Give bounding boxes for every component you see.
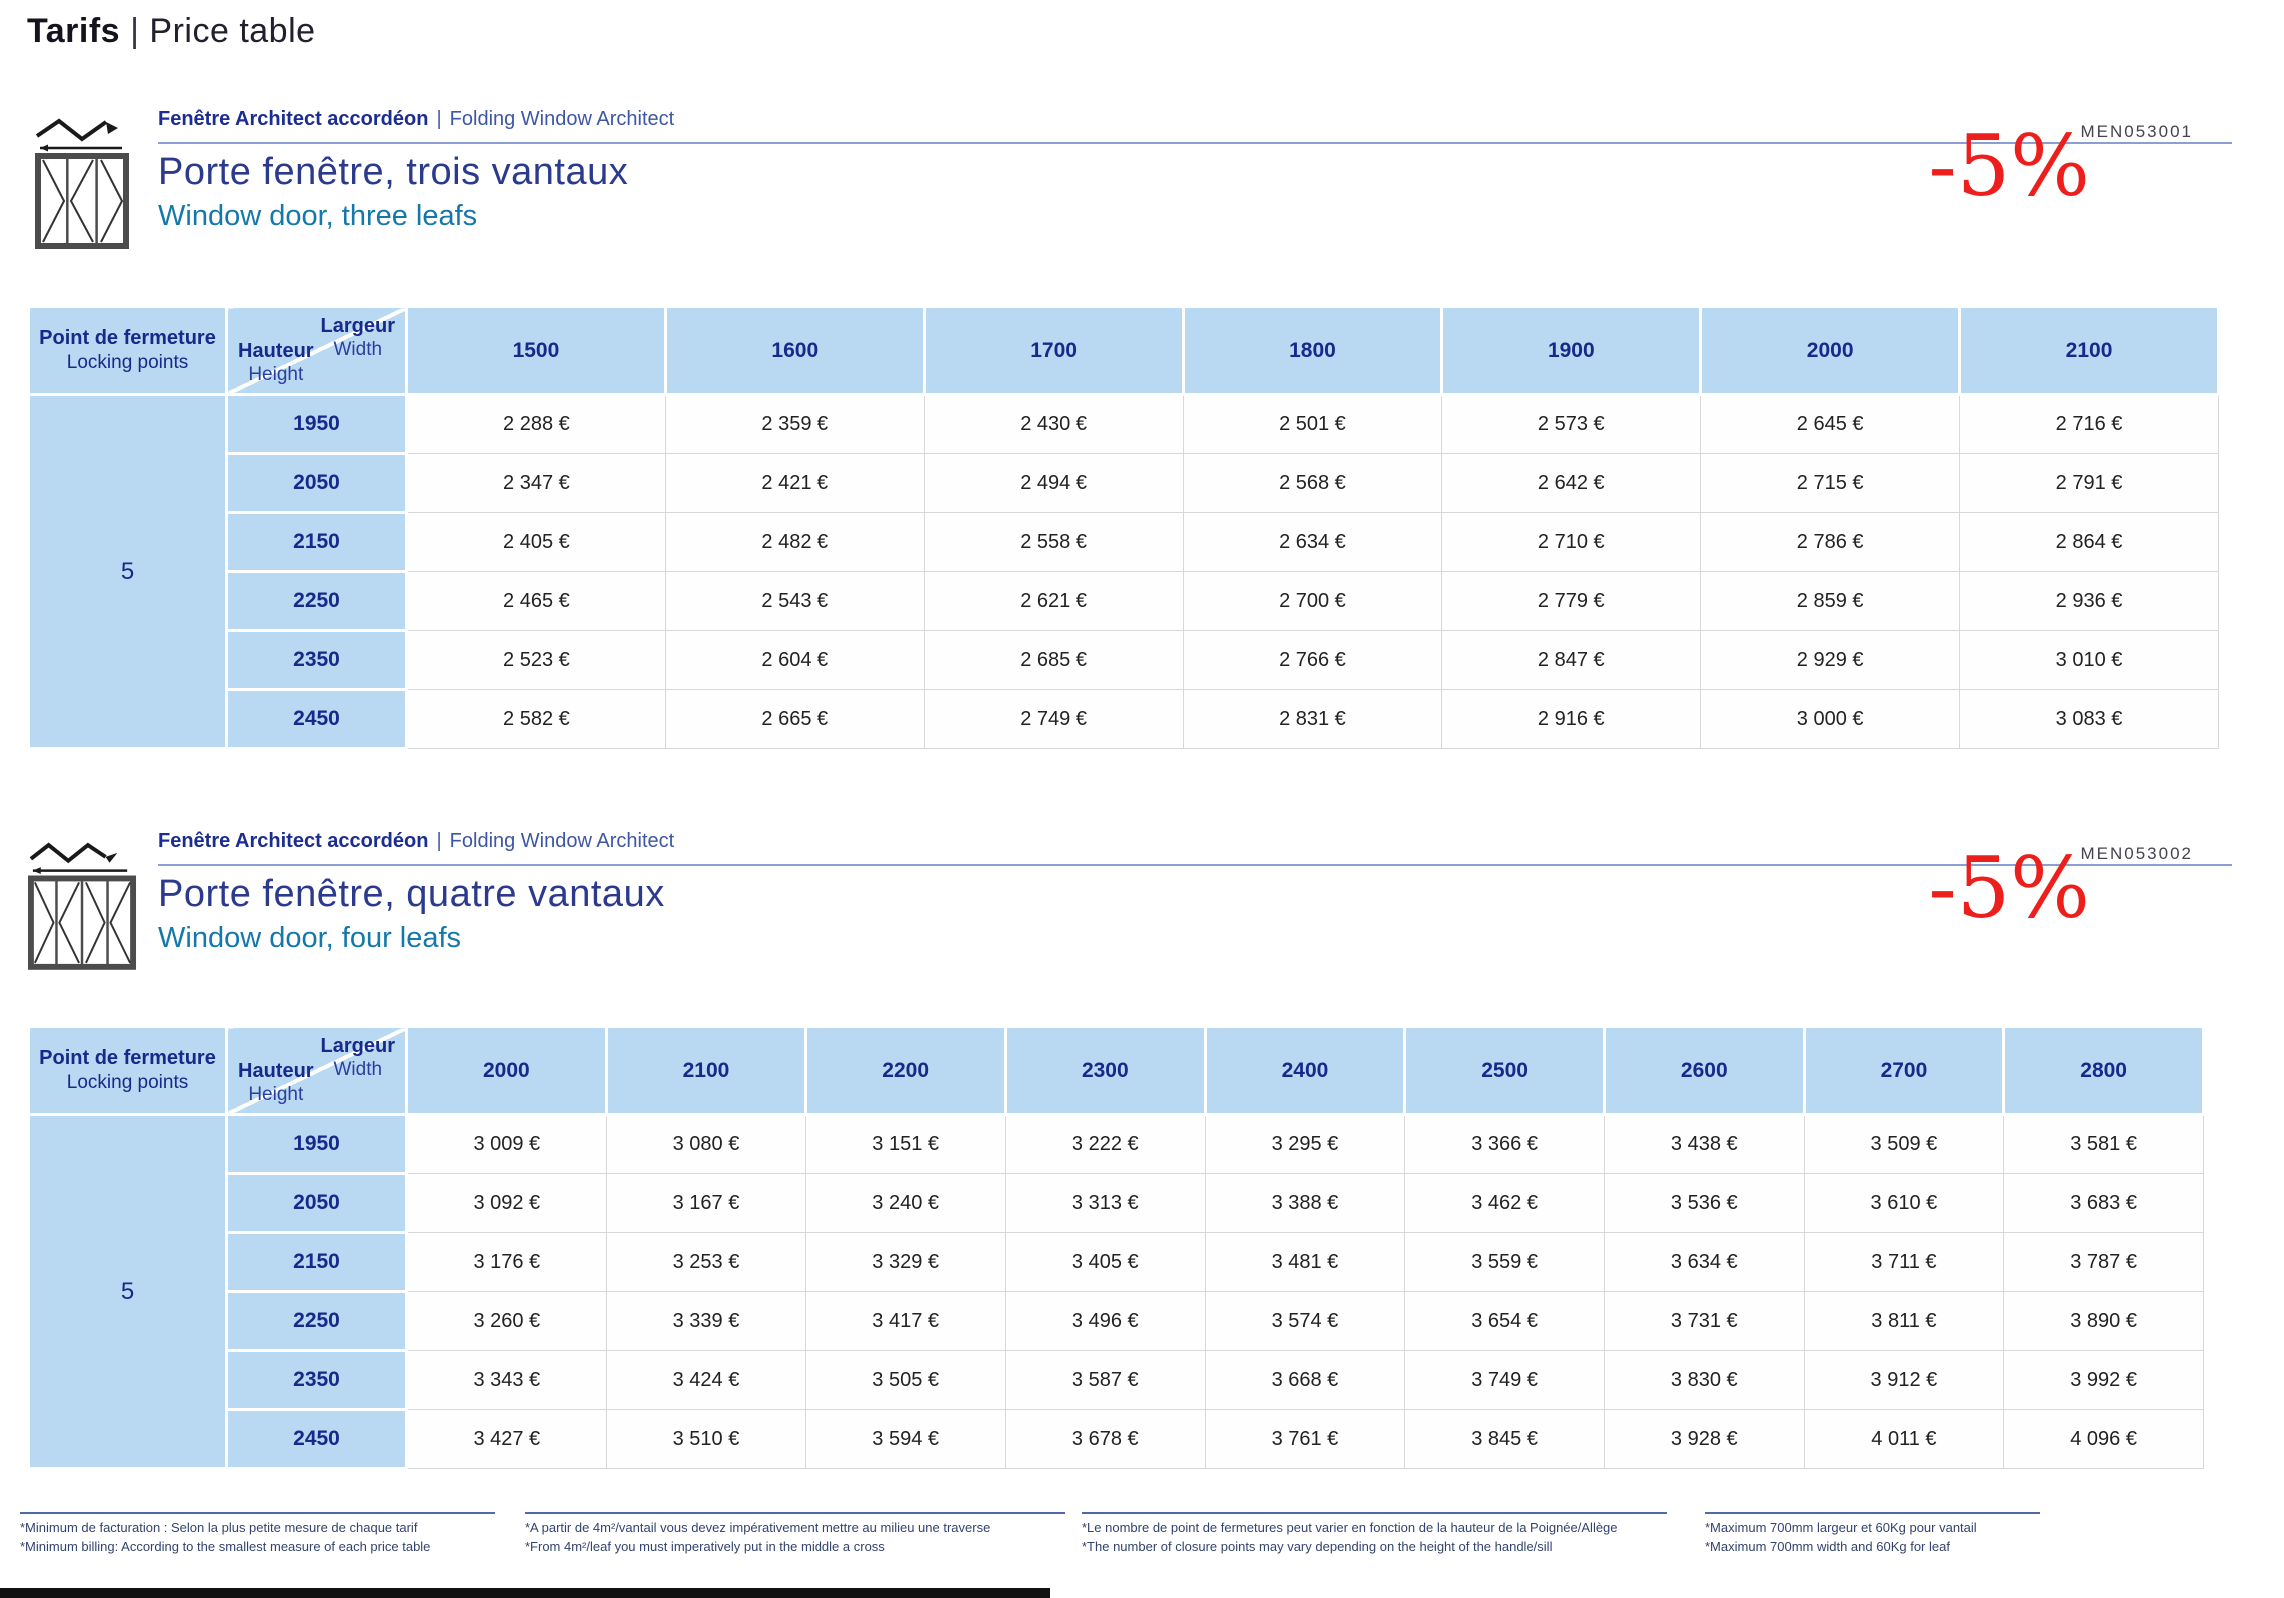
price-cell: 2 859 €: [1701, 572, 1960, 631]
price-cell: 3 092 €: [407, 1174, 607, 1233]
price-table-three-leafs: [27, 305, 2220, 750]
table-row: [29, 1410, 2204, 1469]
price-cell: 2 494 €: [924, 454, 1183, 513]
width-column-header: 2300: [1005, 1027, 1205, 1115]
price-cell: 2 482 €: [665, 513, 924, 572]
price-cell: 3 010 €: [1960, 631, 2219, 690]
width-label-en: Width: [333, 1059, 383, 1080]
price-cell: 3 731 €: [1604, 1292, 1804, 1351]
price-cell: 2 831 €: [1183, 690, 1442, 749]
price-cell: 2 766 €: [1183, 631, 1442, 690]
discount-badge: -5%: [1928, 117, 2090, 215]
footnote-en: *Maximum 700mm width and 60Kg for leaf: [1705, 1538, 1950, 1554]
width-column-header: 1700: [924, 307, 1183, 395]
width-column-header: 1900: [1442, 307, 1701, 395]
price-cell: 2 685 €: [924, 631, 1183, 690]
price-cell: 3 505 €: [806, 1351, 1006, 1410]
table-row: [29, 454, 2219, 513]
price-cell: 3 388 €: [1205, 1174, 1405, 1233]
price-cell: 2 430 €: [924, 395, 1183, 454]
footnote-crossbar: [525, 1512, 1065, 1557]
width-axis-label: [321, 315, 395, 361]
price-cell: 3 253 €: [606, 1233, 806, 1292]
price-cell: 3 339 €: [606, 1292, 806, 1351]
family-name-en: Folding Window Architect: [449, 108, 675, 130]
family-name-en: Folding Window Architect: [449, 830, 675, 852]
product-title-en: Window door, four leafs: [158, 922, 462, 954]
width-column-header: 2600: [1604, 1027, 1804, 1115]
price-cell: 2 929 €: [1701, 631, 1960, 690]
locking-points-label-en: Locking points: [66, 1072, 189, 1093]
price-cell: 3 749 €: [1405, 1351, 1605, 1410]
price-cell: 2 645 €: [1701, 395, 1960, 454]
table-row: [29, 1115, 2204, 1174]
price-cell: 2 786 €: [1701, 513, 1960, 572]
price-cell: 4 096 €: [2004, 1410, 2204, 1469]
family-separator: |: [436, 108, 442, 130]
height-row-header: 2250: [227, 1292, 407, 1351]
product-code: MEN053001: [2080, 122, 2193, 141]
family-separator: |: [436, 830, 442, 852]
width-column-header: 2400: [1205, 1027, 1405, 1115]
width-column-header: 2800: [2004, 1027, 2204, 1115]
price-cell: 2 523 €: [407, 631, 666, 690]
price-cell: 4 011 €: [1804, 1410, 2004, 1469]
price-cell: 3 222 €: [1005, 1115, 1205, 1174]
price-cell: 2 749 €: [924, 690, 1183, 749]
price-cell: 2 501 €: [1183, 395, 1442, 454]
locking-points-label-en: Locking points: [66, 352, 189, 373]
height-axis-label: [238, 1060, 314, 1106]
footnote-en: *From 4m²/leaf you must imperatively put in the middle a cross: [525, 1538, 885, 1554]
price-cell: 3 928 €: [1604, 1410, 1804, 1469]
table-row: [29, 1174, 2204, 1233]
page-title-en: Price table: [149, 12, 316, 50]
price-cell: 2 936 €: [1960, 572, 2219, 631]
folding-window-3-leaf-icon: [27, 112, 137, 250]
footnote-en: *Minimum billing: According to the smallest measure of each price table: [20, 1538, 431, 1554]
price-cell: 3 634 €: [1604, 1233, 1804, 1292]
price-cell: 3 581 €: [2004, 1115, 2204, 1174]
width-column-header: 2100: [1960, 307, 2219, 395]
price-cell: 3 845 €: [1405, 1410, 1605, 1469]
price-cell: 3 083 €: [1960, 690, 2219, 749]
height-row-header: 2050: [227, 1174, 407, 1233]
price-cell: 3 509 €: [1804, 1115, 2004, 1174]
height-row-header: 2450: [227, 690, 407, 749]
price-cell: 3 678 €: [1005, 1410, 1205, 1469]
locking-points-label-fr: Point de fermeture: [39, 327, 216, 349]
price-cell: 2 715 €: [1701, 454, 1960, 513]
price-cell: 2 665 €: [665, 690, 924, 749]
width-label-fr: Largeur: [320, 315, 395, 337]
price-cell: 2 716 €: [1960, 395, 2219, 454]
height-row-header: 2350: [227, 1351, 407, 1410]
product-code: MEN053002: [2080, 844, 2193, 863]
price-cell: 2 604 €: [665, 631, 924, 690]
height-row-header: 1950: [227, 1115, 407, 1174]
price-cell: 3 424 €: [606, 1351, 806, 1410]
height-row-header: 1950: [227, 395, 407, 454]
table-row: [29, 1351, 2204, 1410]
footnote-maximum-leaf: [1705, 1512, 2040, 1557]
height-label-fr: Hauteur: [238, 340, 314, 362]
width-column-header: 1600: [665, 307, 924, 395]
price-cell: 3 559 €: [1405, 1233, 1605, 1292]
price-cell: 2 634 €: [1183, 513, 1442, 572]
price-cell: 3 890 €: [2004, 1292, 2204, 1351]
price-cell: 3 481 €: [1205, 1233, 1405, 1292]
width-column-header: 2200: [806, 1027, 1006, 1115]
price-cell: 2 568 €: [1183, 454, 1442, 513]
table-row: [29, 631, 2219, 690]
table-row: [29, 513, 2219, 572]
price-cell: 3 761 €: [1205, 1410, 1405, 1469]
price-cell: 3 343 €: [407, 1351, 607, 1410]
family-name-fr: Fenêtre Architect accordéon: [158, 830, 429, 852]
family-name-fr: Fenêtre Architect accordéon: [158, 108, 429, 130]
width-column-header: 2100: [606, 1027, 806, 1115]
family-header: [158, 830, 2232, 866]
price-cell: 3 683 €: [2004, 1174, 2204, 1233]
locking-points-cell: 5: [29, 1115, 227, 1469]
price-cell: 2 421 €: [665, 454, 924, 513]
price-cell: 2 710 €: [1442, 513, 1701, 572]
price-cell: 3 594 €: [806, 1410, 1006, 1469]
price-cell: 3 668 €: [1205, 1351, 1405, 1410]
price-cell: 3 811 €: [1804, 1292, 2004, 1351]
price-cell: 3 462 €: [1405, 1174, 1605, 1233]
price-cell: 2 465 €: [407, 572, 666, 631]
price-cell: 2 642 €: [1442, 454, 1701, 513]
price-cell: 2 405 €: [407, 513, 666, 572]
height-row-header: 2150: [227, 1233, 407, 1292]
price-cell: 2 359 €: [665, 395, 924, 454]
width-column-header: 2000: [407, 1027, 607, 1115]
price-cell: 2 847 €: [1442, 631, 1701, 690]
locking-points-header: [29, 1027, 227, 1115]
price-cell: 3 366 €: [1405, 1115, 1605, 1174]
product-title-en: Window door, three leafs: [158, 200, 478, 232]
folding-window-4-leaf-icon: [27, 834, 137, 972]
price-cell: 3 295 €: [1205, 1115, 1405, 1174]
height-row-header: 2350: [227, 631, 407, 690]
price-table-four-leafs: [27, 1025, 2205, 1470]
price-cell: 3 587 €: [1005, 1351, 1205, 1410]
height-label-fr: Hauteur: [238, 1060, 314, 1082]
price-cell: 3 912 €: [1804, 1351, 2004, 1410]
price-cell: 3 438 €: [1604, 1115, 1804, 1174]
section-three-leafs-header: [27, 108, 2232, 258]
price-cell: 3 080 €: [606, 1115, 806, 1174]
price-cell: 2 288 €: [407, 395, 666, 454]
footnote-fr: *Le nombre de point de fermetures peut varier en fonction de la hauteur de la Poignée/Allège: [1082, 1520, 1618, 1535]
height-row-header: 2050: [227, 454, 407, 513]
price-cell: 2 700 €: [1183, 572, 1442, 631]
section-four-leafs-header: [27, 830, 2232, 980]
footnote-locking-points: [1082, 1512, 1667, 1557]
price-cell: 2 582 €: [407, 690, 666, 749]
price-cell: 3 176 €: [407, 1233, 607, 1292]
footnote-rule: [525, 1512, 1065, 1514]
page-title-separator: |: [130, 12, 140, 50]
product-title-fr: Porte fenêtre, quatre vantaux: [158, 873, 665, 915]
price-cell: 3 496 €: [1005, 1292, 1205, 1351]
price-cell: 2 791 €: [1960, 454, 2219, 513]
footnote-rule: [20, 1512, 495, 1514]
width-column-header: 1800: [1183, 307, 1442, 395]
price-cell: 2 916 €: [1442, 690, 1701, 749]
locking-points-label-fr: Point de fermeture: [39, 1047, 216, 1069]
table-row: [29, 1292, 2204, 1351]
page-title: [27, 12, 316, 51]
table-row: [29, 395, 2219, 454]
width-column-header: 2700: [1804, 1027, 2004, 1115]
table-row: [29, 1233, 2204, 1292]
price-cell: 3 574 €: [1205, 1292, 1405, 1351]
price-cell: 2 347 €: [407, 454, 666, 513]
price-cell: 3 000 €: [1701, 690, 1960, 749]
price-cell: 3 711 €: [1804, 1233, 2004, 1292]
page-bottom-bar: [0, 1588, 1050, 1598]
price-cell: 2 573 €: [1442, 395, 1701, 454]
footnote-fr: *Maximum 700mm largeur et 60Kg pour vantail: [1705, 1520, 1977, 1535]
height-axis-label: [238, 340, 314, 386]
product-title-fr: Porte fenêtre, trois vantaux: [158, 151, 629, 193]
footnotes: [20, 1512, 2264, 1582]
price-cell: 2 558 €: [924, 513, 1183, 572]
table-row: [29, 690, 2219, 749]
price-cell: 3 992 €: [2004, 1351, 2204, 1410]
footnote-rule: [1705, 1512, 2040, 1514]
price-cell: 3 510 €: [606, 1410, 806, 1469]
axis-header: [227, 307, 407, 395]
locking-points-cell: 5: [29, 395, 227, 749]
locking-points-header: [29, 307, 227, 395]
height-label-en: Height: [248, 1084, 304, 1105]
footnote-fr: *Minimum de facturation : Selon la plus petite mesure de chaque tarif: [20, 1520, 418, 1535]
price-cell: 3 405 €: [1005, 1233, 1205, 1292]
price-cell: 3 009 €: [407, 1115, 607, 1174]
discount-badge: -5%: [1928, 839, 2090, 937]
page-title-fr: Tarifs: [27, 12, 121, 50]
width-axis-label: [321, 1035, 395, 1081]
width-column-header: 2500: [1405, 1027, 1605, 1115]
price-cell: 3 240 €: [806, 1174, 1006, 1233]
height-row-header: 2250: [227, 572, 407, 631]
family-header: [158, 108, 2232, 144]
price-cell: 3 787 €: [2004, 1233, 2204, 1292]
price-cell: 3 329 €: [806, 1233, 1006, 1292]
price-cell: 3 167 €: [606, 1174, 806, 1233]
height-row-header: 2150: [227, 513, 407, 572]
price-cell: 3 610 €: [1804, 1174, 2004, 1233]
price-cell: 2 779 €: [1442, 572, 1701, 631]
height-label-en: Height: [248, 364, 304, 385]
footnote-minimum-billing: [20, 1512, 495, 1557]
price-cell: 2 543 €: [665, 572, 924, 631]
footnote-rule: [1082, 1512, 1667, 1514]
footnote-en: *The number of closure points may vary depending on the height of the handle/sill: [1082, 1538, 1553, 1554]
price-cell: 3 313 €: [1005, 1174, 1205, 1233]
width-column-header: 1500: [407, 307, 666, 395]
price-cell: 2 621 €: [924, 572, 1183, 631]
price-cell: 3 654 €: [1405, 1292, 1605, 1351]
axis-header: [227, 1027, 407, 1115]
price-cell: 3 417 €: [806, 1292, 1006, 1351]
price-cell: 3 151 €: [806, 1115, 1006, 1174]
price-cell: 3 536 €: [1604, 1174, 1804, 1233]
height-row-header: 2450: [227, 1410, 407, 1469]
price-cell: 3 830 €: [1604, 1351, 1804, 1410]
width-label-fr: Largeur: [320, 1035, 395, 1057]
width-column-header: 2000: [1701, 307, 1960, 395]
width-label-en: Width: [333, 339, 383, 360]
table-row: [29, 572, 2219, 631]
price-cell: 3 427 €: [407, 1410, 607, 1469]
price-cell: 2 864 €: [1960, 513, 2219, 572]
price-cell: 3 260 €: [407, 1292, 607, 1351]
footnote-fr: *A partir de 4m²/vantail vous devez impérativement mettre au milieu une traverse: [525, 1520, 991, 1535]
